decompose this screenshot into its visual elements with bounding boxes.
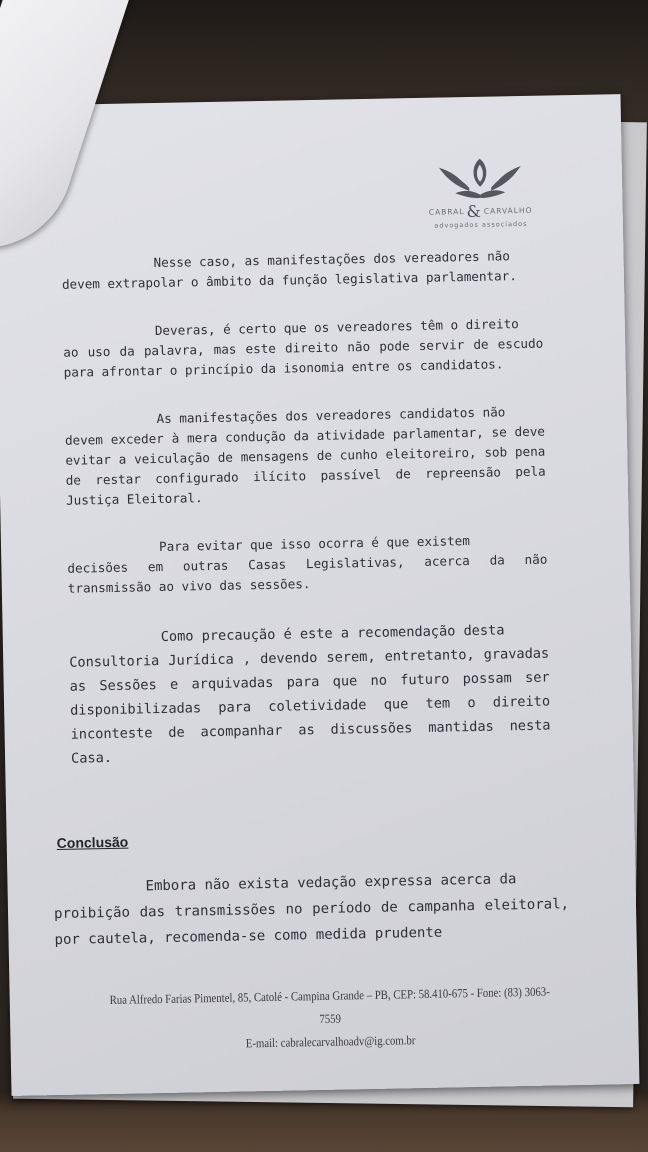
paragraph-2-first-line: Deveras, é certo que os vereadores têm o direito: [154, 316, 519, 339]
paragraph-1-rest: devem extrapolar o âmbito da função legislativa parlamentar.: [61, 268, 517, 292]
paragraph-2-rest: ao uso da palavra, mas este direito não pode servir de escudo para afrontar o princípio da isonomia entre os candidatos.: [63, 335, 544, 380]
conclusion-heading: Conclusão: [56, 833, 129, 852]
letterhead-footer: [106, 981, 554, 1059]
firm-subtitle: advogados associados: [434, 219, 528, 230]
firm-name: [420, 201, 540, 222]
document-page: [0, 94, 639, 1096]
paragraph-3-rest: devem exceder à mera condução da atividade parlamentar, se deve evitar a veiculação de mensagens de cunho eleitoreiro, sob pena de restar configurado ilícito passível de repreensão pela Justiça Eleitoral.: [64, 423, 546, 508]
paragraph-5: [69, 618, 552, 771]
firm-ampersand: &: [466, 201, 483, 222]
lotus-emblem-icon: [425, 154, 536, 202]
conclusion-rest: proibição das transmissões no período de campanha eleitoral, por cautela, recomenda-se como medida prudente: [53, 896, 570, 949]
paragraph-1-first-line: Nesse caso, as manifestações dos vereadores não: [153, 248, 511, 271]
paragraph-1: [61, 246, 542, 295]
conclusion-paragraph: [53, 865, 569, 953]
paragraph-3: [64, 402, 546, 511]
law-firm-logo: [420, 154, 541, 234]
paragraph-4-rest: decisões em outras Casas Legislativas, acerca da não transmissão ao vivo das sessões.: [67, 551, 548, 596]
footer-address: Rua Alfredo Farias Pimentel, 85, Catolé - Campina Grande – PB, CEP: 58.410-675 - Fone: (83) 3063-7559: [109, 984, 550, 1027]
paragraph-5-first-line: Como precaução é este a recomendação desta: [160, 622, 505, 645]
firm-name-left: CABRAL: [428, 207, 465, 217]
paragraph-2: [63, 314, 544, 383]
paragraph-4-first-line: Para evitar que isso ocorra é que existem: [158, 533, 471, 555]
conclusion-first-line: Embora não exista vedação expressa acerca da: [145, 871, 517, 895]
footer-email: E-mail: cabralecarvalhoadv@ig.com.br: [245, 1033, 416, 1051]
paragraph-3-first-line: As manifestações dos vereadores candidatos não: [156, 404, 506, 427]
paragraph-4: [67, 530, 548, 599]
document-body: [53, 246, 570, 981]
firm-name-right: CARVALHO: [483, 205, 533, 216]
paragraph-5-rest: Consultoria Jurídica , devendo serem, entretanto, gravadas as Sessões e arquivadas para que no futuro possam ser disponibilizadas para coletividade que tem o direito inconteste de acompanhar as discussões mantidas nesta Casa.: [69, 645, 551, 767]
